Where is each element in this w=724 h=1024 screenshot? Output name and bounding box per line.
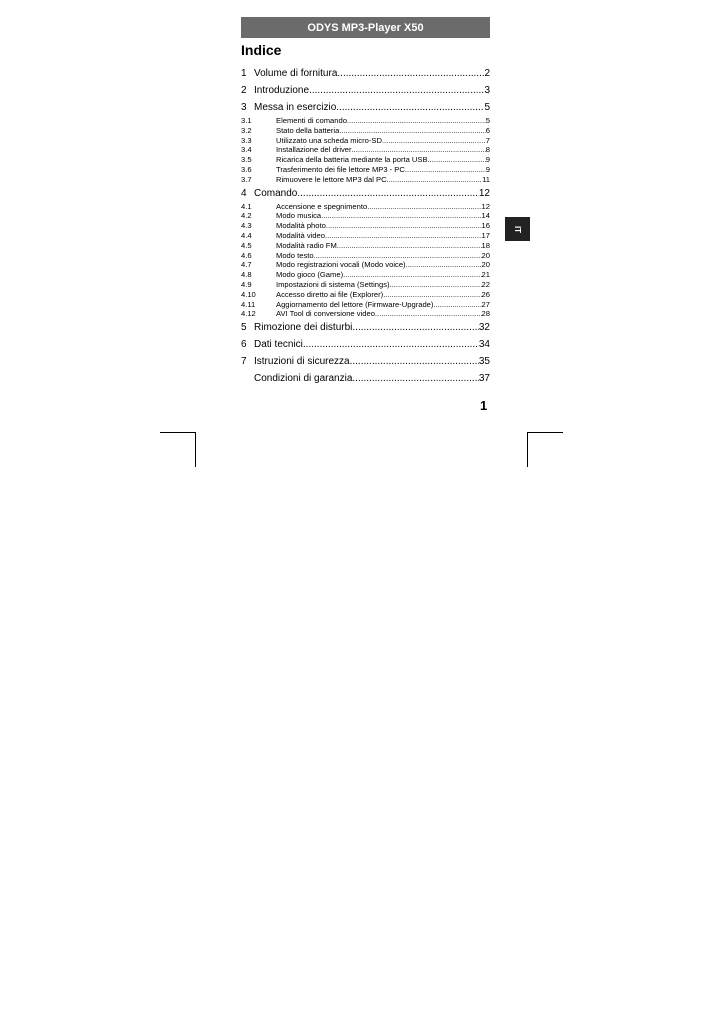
toc-entry-page: 12 [478,187,490,199]
toc-entry-page: 5 [484,102,490,113]
toc-entry-page: 26 [481,289,490,299]
crop-mark-left-vertical [195,432,196,467]
toc-entry[interactable] [241,155,490,165]
toc-entry[interactable] [241,102,490,116]
toc-entry[interactable] [241,85,490,99]
toc-entry[interactable] [241,68,490,82]
page-header [241,17,490,38]
toc-leader-dots [367,202,481,211]
toc-leader-dots [326,221,482,230]
toc-leader-dots [303,339,479,350]
language-tab [505,217,530,241]
toc-entry-number: 4.3 [241,221,252,231]
toc-entry-label: Utilizzato una scheda micro-SD [276,135,382,145]
toc-entry-number: 3.5 [241,155,252,165]
toc-entry-page: 12 [481,201,490,211]
toc-entry-number: 4.1 [241,201,252,211]
toc-entry-number: 4.9 [241,279,252,289]
toc-entry[interactable] [241,116,490,126]
toc-entry-label: Ricarica della batteria mediante la porta USB [276,155,428,165]
toc-entry-number: 4.4 [241,230,252,240]
crop-mark-right-vertical [527,432,528,467]
toc-entry[interactable] [241,221,490,231]
toc-entry[interactable] [241,339,490,353]
toc-leader-dots [347,116,486,125]
toc-entry[interactable] [241,145,490,155]
toc-entry-label: Introduzione [254,85,310,96]
toc-entry-page: 9 [485,164,490,174]
toc-entry[interactable] [241,175,490,185]
toc-entry-label: Elementi di comando [276,116,347,125]
toc-entry[interactable] [241,188,490,202]
toc-entry-label: Modalità photo [276,221,326,231]
toc-entry-label: Rimozione dei disturbi [254,322,353,334]
toc-leader-dots [383,290,481,299]
toc-entry-page: 8 [485,145,490,155]
toc-entry-label: Modo testo [276,250,314,260]
toc-entry-number: 7 [241,356,247,368]
toc-leader-dots [321,211,481,220]
toc-leader-dots [352,322,478,333]
toc-entry-number: 2 [241,85,247,96]
toc-leader-dots [337,68,484,79]
toc-leader-dots [375,309,482,318]
toc-entry-number: 4.11 [241,299,256,309]
toc-entry-label: Accensione e spegnimento [276,201,368,211]
toc-entry-number: 3.2 [241,125,252,135]
toc-entry-page: 20 [481,260,490,270]
toc-entry-label: Dati tecnici [254,339,303,351]
toc-entry[interactable] [241,356,490,370]
toc-leader-dots [382,136,486,145]
toc-entry-label: Comando [254,187,298,199]
toc-entry-number: 6 [241,339,247,351]
toc-entry-page: 7 [485,135,490,145]
toc-leader-dots [325,231,482,240]
toc-entry[interactable] [241,202,490,212]
toc-entry[interactable] [241,260,490,270]
toc-entry-label: Stato della batteria [276,125,340,135]
crop-mark-left-horizontal [160,432,196,433]
toc-entry-number: 4 [241,187,247,199]
toc-entry-number: 5 [241,322,247,334]
toc-leader-dots [428,155,486,164]
toc-entry-label: Volume di fornitura [254,68,338,79]
toc-entry[interactable] [241,211,490,221]
language-tab-label: IT [512,225,522,233]
toc-entry-number: 4.10 [241,289,256,299]
toc-entry-page: 27 [481,299,490,309]
toc-entry-number: 4.6 [241,250,252,260]
toc-entry-page: 2 [484,68,490,79]
toc-leader-dots [390,280,482,289]
toc-entry-number: 3.3 [241,135,252,145]
toc-entry-number: 3.4 [241,145,252,155]
toc-entry-page: 3 [484,85,490,96]
toc-entry-label: Impostazioni di sistema (Settings) [276,279,390,289]
toc-entry-number: 4.5 [241,240,252,250]
toc-entry-page: 21 [481,270,490,280]
toc-entry-page: 14 [481,211,490,221]
toc-entry[interactable] [241,231,490,241]
toc-entry[interactable] [241,241,490,251]
crop-mark-right-horizontal [527,432,563,433]
toc-entry-page: 16 [481,221,490,231]
toc-entry[interactable] [241,322,490,336]
toc-entry-label: Modo musica [276,211,322,221]
toc-entry[interactable] [241,373,490,387]
toc-entry-page: 20 [481,250,490,260]
toc-entry-number: 3 [241,102,247,113]
toc-entry-page: 5 [485,116,490,125]
toc-leader-dots [339,126,485,135]
toc-entry-number: 4.7 [241,260,252,270]
toc-entry-label: Rimuovere le lettore MP3 dal PC [276,174,387,184]
toc-entry-page: 35 [478,356,490,368]
toc-leader-dots [336,102,484,113]
toc-entry[interactable] [241,270,490,280]
toc-entry-page: 6 [485,125,490,135]
toc-entry-label: Accesso diretto ai file (Explorer) [276,289,384,299]
toc-leader-dots [343,270,481,279]
toc-entry[interactable] [241,165,490,175]
toc-entry-label: Modo registrazioni vocali (Modo voice) [276,260,406,270]
toc-entry[interactable] [241,290,490,300]
page-title: Indice [241,42,282,58]
toc-entry-page: 17 [481,230,490,240]
toc-entry-number: 3.6 [241,164,252,174]
toc-leader-dots [297,188,479,199]
toc-leader-dots [350,356,479,367]
toc-entry-number: 3.1 [241,116,252,125]
toc-entry-page: 9 [485,155,490,165]
toc-entry-page: 37 [478,373,490,385]
toc-entry-label: Installazione del driver [276,145,352,155]
toc-entry-number: 1 [241,68,247,79]
toc-entry-label: Modalità video [276,230,325,240]
toc-entry-page: 11 [482,174,490,184]
toc-entry-label: Messa in esercizio [254,102,337,113]
toc-leader-dots [405,165,486,174]
toc-entry-label: Aggiornamento del lettore (Firmware-Upgrade) [276,299,434,309]
toc-entry-label: Trasferimento dei file lettore MP3 - PC [276,164,405,174]
toc-entry-label: AVI Tool di conversione video [276,309,375,319]
toc-entry-page: 32 [478,322,490,334]
toc-entry-label: Modalità radio FM [276,240,337,250]
toc-entry-number: 4.2 [241,211,252,221]
toc-entry[interactable] [241,280,490,290]
toc-entry-label: Modo gioco (Game) [276,270,344,280]
toc-leader-dots [352,373,478,384]
toc-entry-page: 18 [481,240,490,250]
toc-leader-dots [406,260,482,269]
toc-entry[interactable] [241,309,490,319]
toc-entry-page: 28 [481,309,490,319]
toc-leader-dots [309,85,484,96]
toc-entry[interactable] [241,251,490,261]
toc-leader-dots [433,300,481,309]
toc-entry-page: 34 [478,339,490,351]
toc-leader-dots [314,251,482,260]
toc-entry-label: Condizioni di garanzia [254,373,353,385]
toc-entry-number: 4.12 [241,309,256,319]
toc-entry[interactable] [241,300,490,310]
header-title: ODYS MP3-Player X50 [307,21,424,34]
toc-entry[interactable] [241,126,490,136]
toc-entry-label: Istruzioni di sicurezza [254,356,350,368]
toc-entry-number: 4.8 [241,270,252,280]
toc-leader-dots [352,145,486,154]
toc-entry-page: 22 [481,279,490,289]
toc-leader-dots [387,175,483,184]
toc-entry[interactable] [241,136,490,146]
table-of-contents [241,68,490,387]
toc-entry-number: 3.7 [241,174,252,184]
page-number: 1 [480,398,488,413]
toc-leader-dots [337,241,482,250]
